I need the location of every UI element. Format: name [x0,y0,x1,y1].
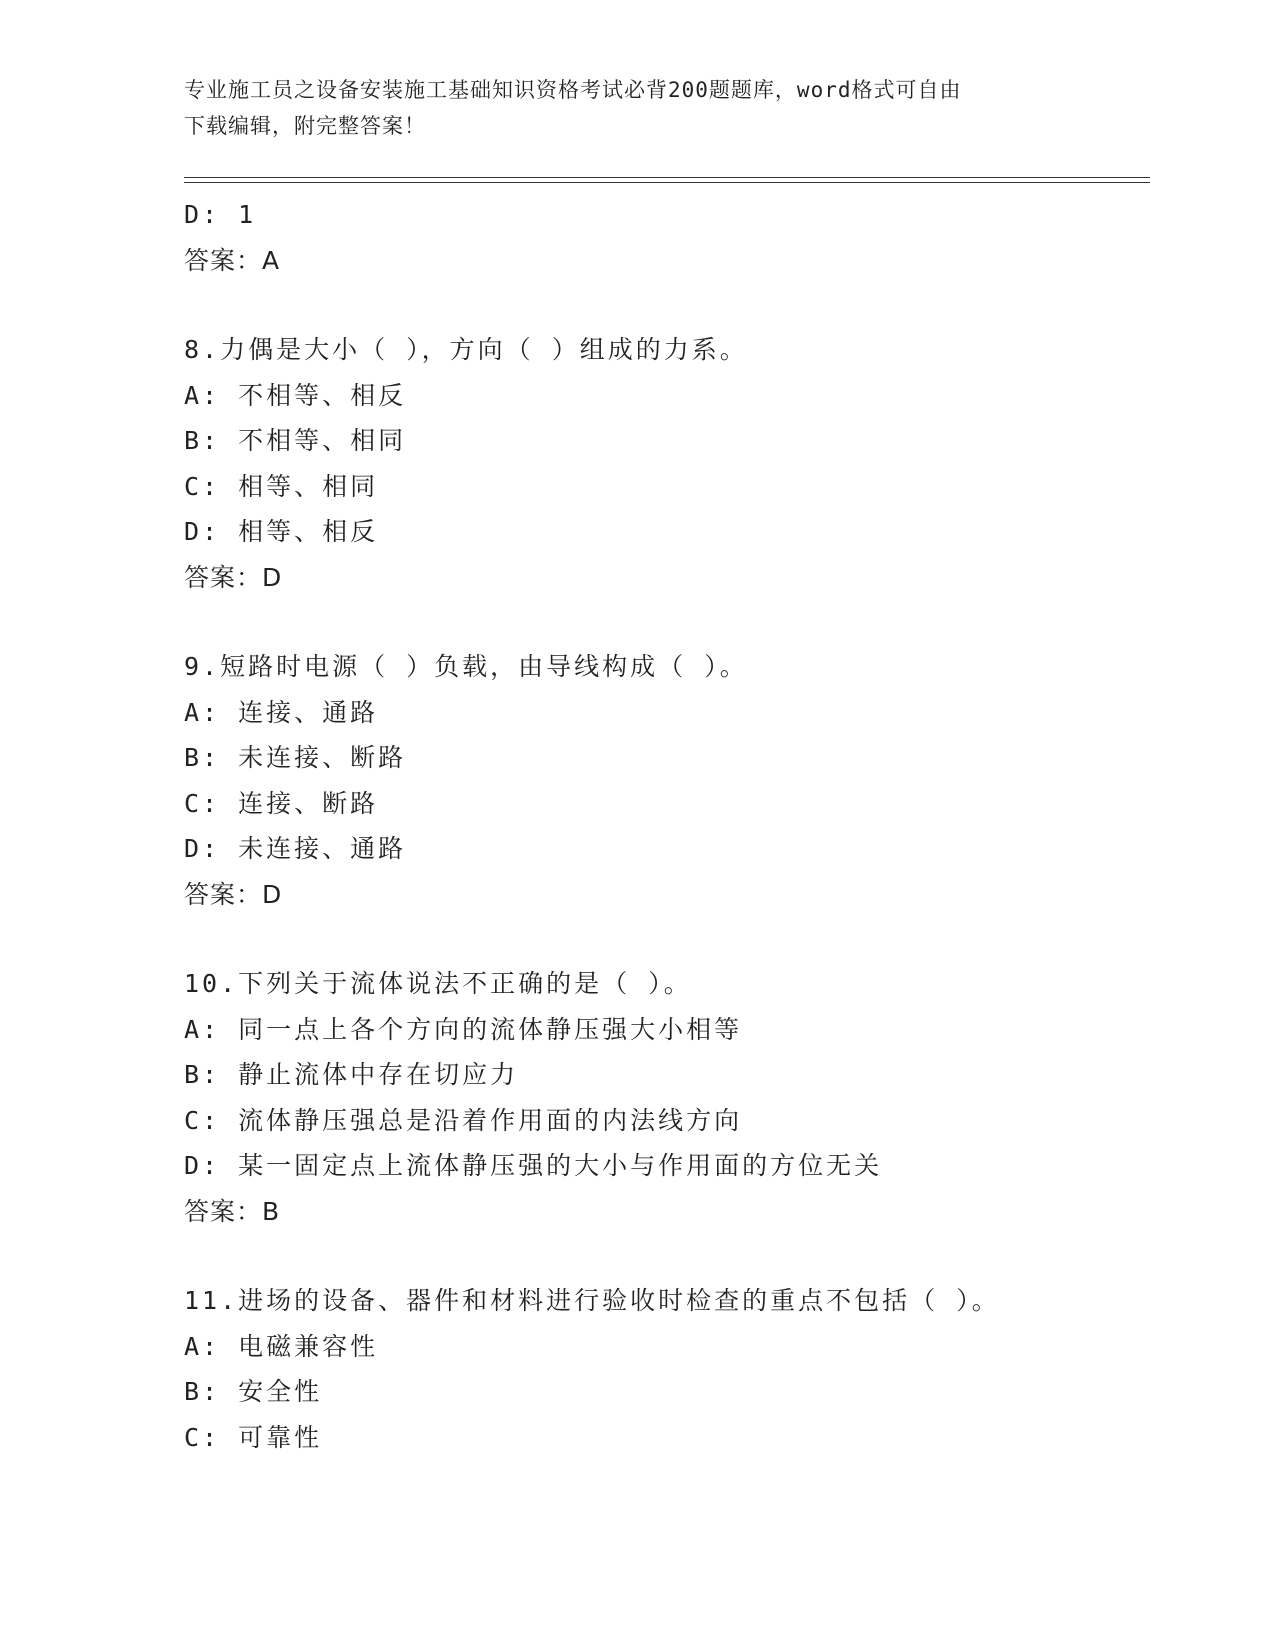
question-10 [184,961,1150,1234]
answer-line: 答案：A [184,245,281,275]
option-c: C: 流体静压强总是沿着作用面的内法线方向 [184,1105,743,1135]
option-b: B: 安全性 [184,1377,323,1406]
header-divider-top [184,177,1150,178]
option-a: A: 不相等、相反 [184,380,407,410]
header-title-line-2: 下载编辑，附完整答案！ [184,114,426,138]
option-b: B: 未连接、断路 [184,743,407,772]
page-header [184,72,1064,144]
option-a: A: 同一点上各个方向的流体静压强大小相等 [184,1014,743,1044]
question-7-tail [184,192,1150,283]
question-9 [184,644,1150,917]
option-a: A: 连接、通路 [184,697,379,727]
answer-line: 答案：D [184,562,283,592]
question-stem: 8.力偶是大小（ ），方向（ ）组成的力系。 [184,335,748,364]
option-d: D: 相等、相反 [184,517,379,546]
header-title-line-1: 专业施工员之设备安装施工基础知识资格考试必背200题题库，word格式可自由 [184,78,962,102]
answer-line: 答案：B [184,1196,281,1226]
header-divider-bottom [184,182,1150,183]
option-d: D: 1 [184,200,257,229]
option-b: B: 静止流体中存在切应力 [184,1060,519,1089]
question-8 [184,327,1150,600]
option-d: D: 未连接、通路 [184,834,407,863]
option-c: C: 连接、断路 [184,788,379,818]
option-b: B: 不相等、相同 [184,426,407,455]
option-d: D: 某一固定点上流体静压强的大小与作用面的方位无关 [184,1151,883,1180]
answer-line: 答案：D [184,879,283,909]
question-11 [184,1278,1150,1460]
question-stem: 11.进场的设备、器件和材料进行验收时检查的重点不包括（ ）。 [184,1286,1000,1315]
option-c: C: 可靠性 [184,1422,323,1452]
question-stem: 9.短路时电源（ ）负载，由导线构成（ ）。 [184,652,748,681]
question-list [184,192,1150,1460]
question-stem: 10.下列关于流体说法不正确的是（ ）。 [184,969,692,998]
option-a: A: 电磁兼容性 [184,1331,379,1361]
option-c: C: 相等、相同 [184,471,379,501]
